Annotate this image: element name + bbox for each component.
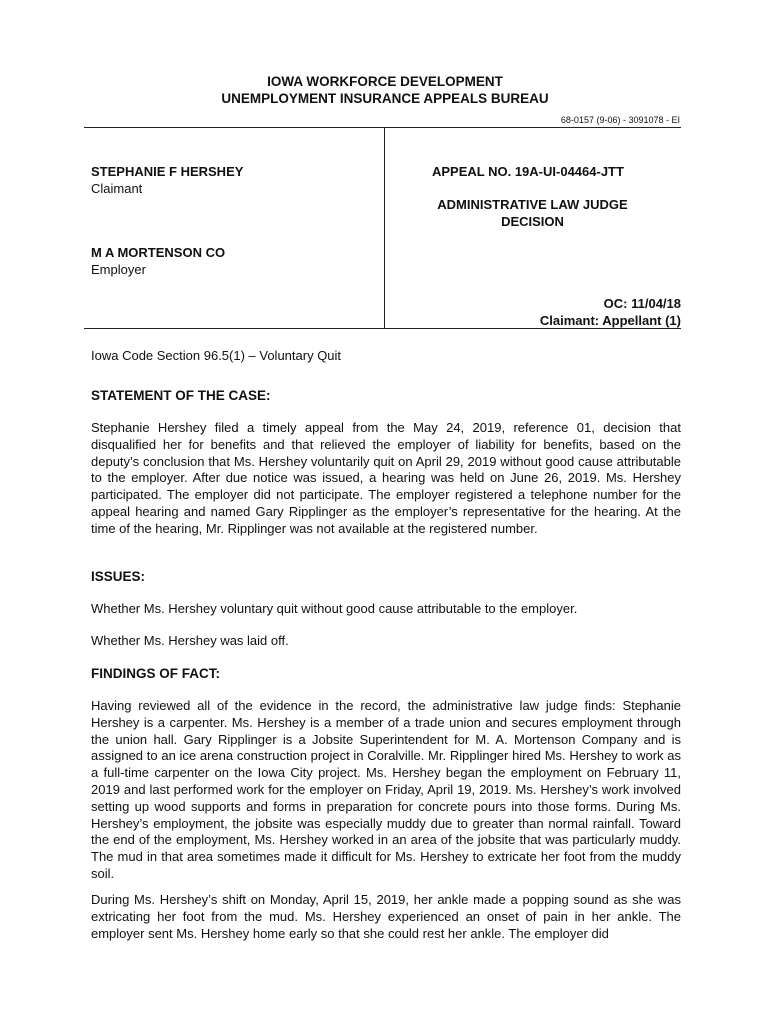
findings-heading: FINDINGS OF FACT: xyxy=(91,666,220,681)
statement-heading: STATEMENT OF THE CASE: xyxy=(91,388,271,403)
issue-1: Whether Ms. Hershey voluntary quit without good cause attributable to the employer. xyxy=(91,601,578,616)
decision-title-line1: ADMINISTRATIVE LAW JUDGE xyxy=(437,197,628,212)
form-code: 68-0157 (9-06) - 3091078 - EI xyxy=(560,115,680,125)
agency-title: IOWA WORKFORCE DEVELOPMENT xyxy=(267,74,503,89)
employer-role: Employer xyxy=(91,262,146,277)
header-rule-top xyxy=(84,127,681,128)
claimant-role: Claimant xyxy=(91,181,143,196)
original-claim-date: OC: 11/04/18 xyxy=(603,296,681,311)
bureau-title: UNEMPLOYMENT INSURANCE APPEALS BUREAU xyxy=(221,91,549,106)
decision-title-line2: DECISION xyxy=(501,214,564,229)
statement-text: Stephanie Hershey filed a timely appeal from the May 24, 2019, reference 01, decision that disqualified her for benefits and that relieved the employer of liability for benefits, based on the deputy’s conclusion that Ms. Hershey voluntarily quit on April 29, 2019 without good cause attributable to the employer. After due notice was issued, a hearing was held on June 26, 2019. Ms. Hershey participated. The employer did not participate. The employer registered a telephone number for the appeal hearing and named Gary Ripplinger as the employer’s representative for the hearing. At the time of the hearing, Mr. Ripplinger was not available at the registered number. xyxy=(91,420,681,536)
findings-text-2: During Ms. Hershey’s shift on Monday, April 15, 2019, her ankle made a popping sound as she was extricating her foot from the mud. Ms. Hershey experienced an onset of pain in her ankle. The employer sent Ms. Hershey home early so that she could rest her ankle. The employer did xyxy=(91,892,681,941)
employer-name: M A MORTENSON CO xyxy=(91,245,226,260)
code-section: Iowa Code Section 96.5(1) – Voluntary Quit xyxy=(91,348,342,363)
issue-2: Whether Ms. Hershey was laid off. xyxy=(91,633,289,648)
header-divider-vertical xyxy=(384,127,385,328)
claimant-name: STEPHANIE F HERSHEY xyxy=(91,164,244,179)
appeal-number: APPEAL NO. 19A-UI-04464-JTT xyxy=(432,164,624,179)
findings-text-1: Having reviewed all of the evidence in the record, the administrative law judge finds: Stephanie Hershey is a carpenter. Ms. Hershey is a member of a trade union and secures employment through the union hall. Gary Ripplinger is a Jobsite Superintendent for M. A. Mortenson Company and is assigned to an ice arena construction project in Coralville. Mr. Ripplinger hired Ms. Hershey to work as a full-time carpenter on the Iowa City project. Ms. Hershey began the employment on February 11, 2019 and last performed work for the employer on Friday, April 19, 2019. Ms. Hershey’s work involved setting up wood supports and forms in preparation for concrete pours into those forms. During Ms. Hershey’s employment, the jobsite was especially muddy due to greater than normal rainfall. Toward the end of the employment, Ms. Hershey worked in an area of the jobsite that was particularly muddy. The mud in that area sometimes made it difficult for Ms. Hershey to extricate her foot from the muddy soil. xyxy=(91,698,681,881)
issues-heading: ISSUES: xyxy=(91,569,146,584)
claimant-status: Claimant: Appellant (1) xyxy=(539,313,681,328)
